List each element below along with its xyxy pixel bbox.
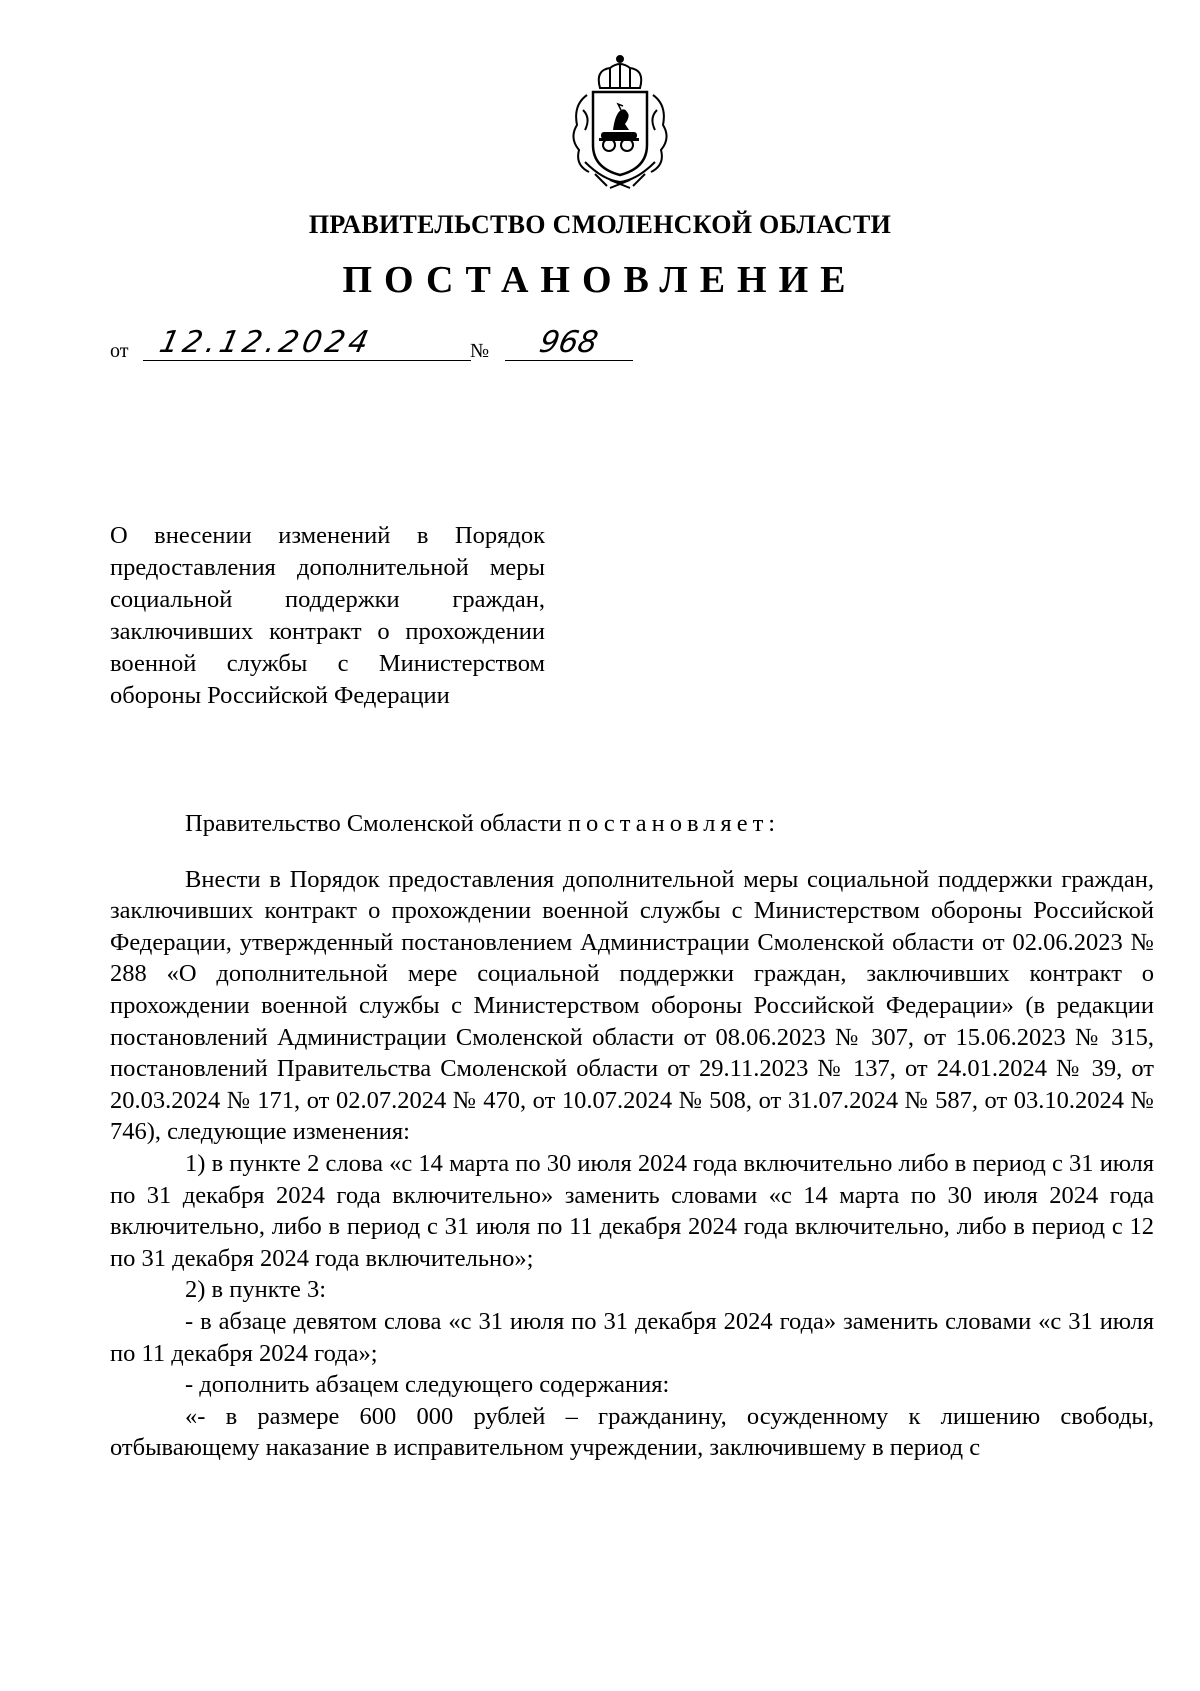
date-prefix: от <box>110 340 129 362</box>
handwritten-number: 968 <box>536 325 601 360</box>
document-body <box>110 808 1154 1464</box>
decree-verb: постановляет: <box>567 810 781 837</box>
date-number-line <box>110 325 630 365</box>
body-paragraph: Внести в Порядок предоставления дополнительной меры социальной поддержки граждан, заключивших контракт о прохождении военной службы с Министерством обороны Российской Федерации, утвержденный постановлением Администрации Смоленской области от 02.06.2023 № 288 «О дополнительной мере социальной поддержки граждан, заключивших контракт о прохождении военной службы с Министерством обороны Российской Федерации» (в редакции постановлений Администрации Смоленской области от 08.06.2023 № 307, от 15.06.2023 № 315, постановлений Правительства Смоленской области от 29.11.2023 № 137, от 24.01.2024 № 39, от 20.03.2024 № 171, от 02.07.2024 № 470, от 10.07.2024 № 508, от 31.07.2024 № 587, от 03.10.2024 № 746), следующие изменения: <box>110 865 1154 1146</box>
coat-of-arms-emblem <box>555 50 685 190</box>
handwritten-date: 12.12.2024 <box>156 325 376 360</box>
body-paragraph: «- в размере 600 000 рублей – гражданину, осужденному к лишению свободы, отбывающему наказание в исправительном учреждении, заключившему в период с <box>110 1402 1154 1462</box>
number-underline <box>505 360 633 361</box>
date-underline <box>143 360 471 361</box>
body-paragraph: - дополнить абзацем следующего содержания: <box>185 1371 670 1399</box>
number-sign: № <box>470 340 490 362</box>
body-paragraph: 1) в пункте 2 слова «с 14 марта по 30 июля 2024 года включительно либо в период с 31 июля по 31 декабря 2024 года включительно» заменить словами «с 14 марта по 30 июля 2024 года включительно, либо в период с 31 июля по 11 декабря 2024 года включительно, либо в период с 12 по 31 декабря 2024 года включительно»; <box>110 1149 1154 1272</box>
decree-intro: Правительство Смоленской области <box>185 810 568 837</box>
government-name: ПРАВИТЕЛЬСТВО СМОЛЕНСКОЙ ОБЛАСТИ <box>308 210 892 239</box>
document-type: ПОСТАНОВЛЕНИЕ <box>342 259 858 301</box>
body-paragraph: 2) в пункте 3: <box>185 1276 327 1304</box>
body-paragraph: - в абзаце девятом слова «с 31 июля по 31 декабря 2024 года» заменить словами «с 31 июля по 11 декабря 2024 года»; <box>110 1307 1154 1367</box>
document-subject: О внесении изменений в Порядок предоставления дополнительной меры социальной поддержки граждан, заключивших контракт о прохождении военной службы с Министерством обороны Российской Федерации <box>110 522 545 709</box>
decree-line <box>110 808 1154 840</box>
